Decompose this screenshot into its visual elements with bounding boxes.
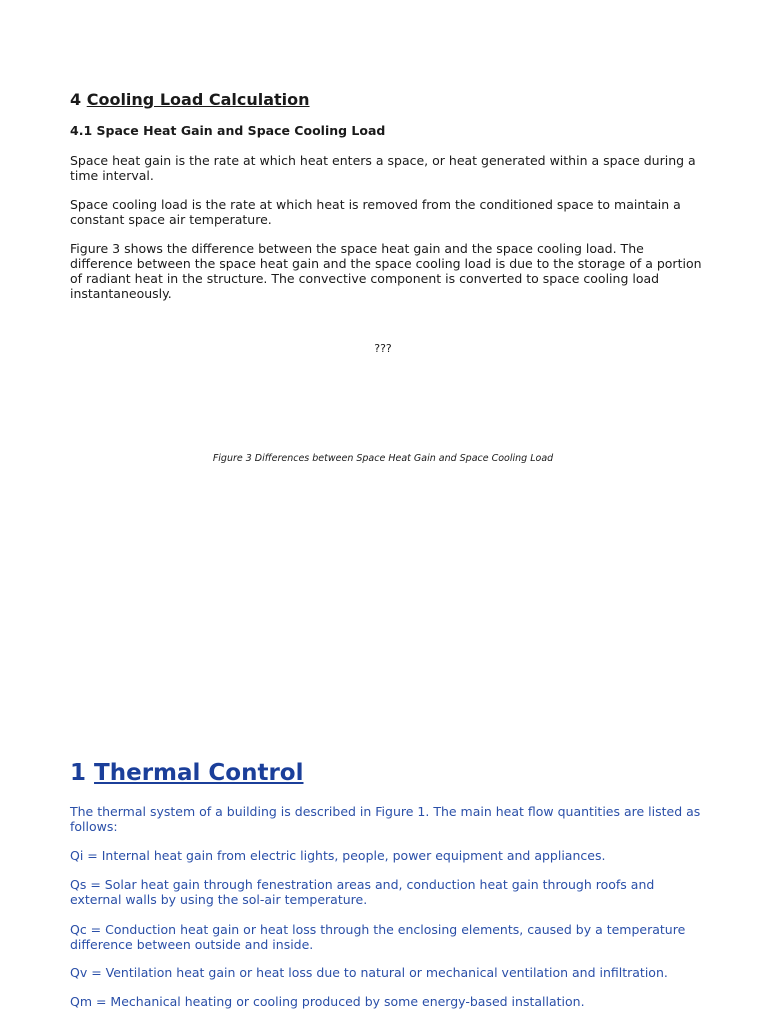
- section-4-title: Cooling Load Calculation: [86, 90, 310, 109]
- section-1-title-link[interactable]: Thermal Control: [94, 760, 304, 786]
- paragraph-qs-definition: Qs = Solar heat gain through fenestration areas and, conduction heat gain through roofs and external walls by using the sol-air temperature.: [70, 877, 655, 907]
- paragraph-space-heat-gain: Space heat gain is the rate at which heat enters a space, or heat generated within a space during a time interval.: [70, 153, 696, 183]
- section-1-heading: [70, 760, 304, 786]
- paragraph-qc-definition: Qc = Conduction heat gain or heat loss through the enclosing elements, caused by a temperature difference between outside and inside.: [70, 922, 686, 952]
- section-4-number: 4: [70, 90, 82, 109]
- paragraph-thermal-system-intro: The thermal system of a building is described in Figure 1. The main heat flow quantities are listed as follows:: [70, 804, 701, 834]
- paragraph-qi-definition: Qi = Internal heat gain from electric lights, people, power equipment and appliances.: [70, 848, 606, 863]
- missing-image-placeholder: ???: [374, 342, 392, 355]
- paragraph-qm-definition: Qm = Mechanical heating or cooling produced by some energy-based installation.: [70, 994, 585, 1009]
- section-4-heading: [70, 90, 310, 109]
- paragraph-qv-definition: Qv = Ventilation heat gain or heat loss due to natural or mechanical ventilation and infiltration.: [70, 965, 668, 980]
- paragraph-figure-3-description: Figure 3 shows the difference between the space heat gain and the space cooling load. The difference between the space heat gain and the space cooling load is due to the storage of a portion of radiant heat in the structure. The convective component is converted to space cooling load instantaneously.: [70, 241, 702, 301]
- paragraph-space-cooling-load: Space cooling load is the rate at which heat is removed from the conditioned space to maintain a constant space air temperature.: [70, 197, 681, 227]
- section-1-number: 1: [70, 760, 87, 786]
- subsection-4-1-heading: 4.1 Space Heat Gain and Space Cooling Load: [70, 123, 386, 138]
- figure-3-caption: Figure 3 Differences between Space Heat Gain and Space Cooling Load: [212, 453, 554, 464]
